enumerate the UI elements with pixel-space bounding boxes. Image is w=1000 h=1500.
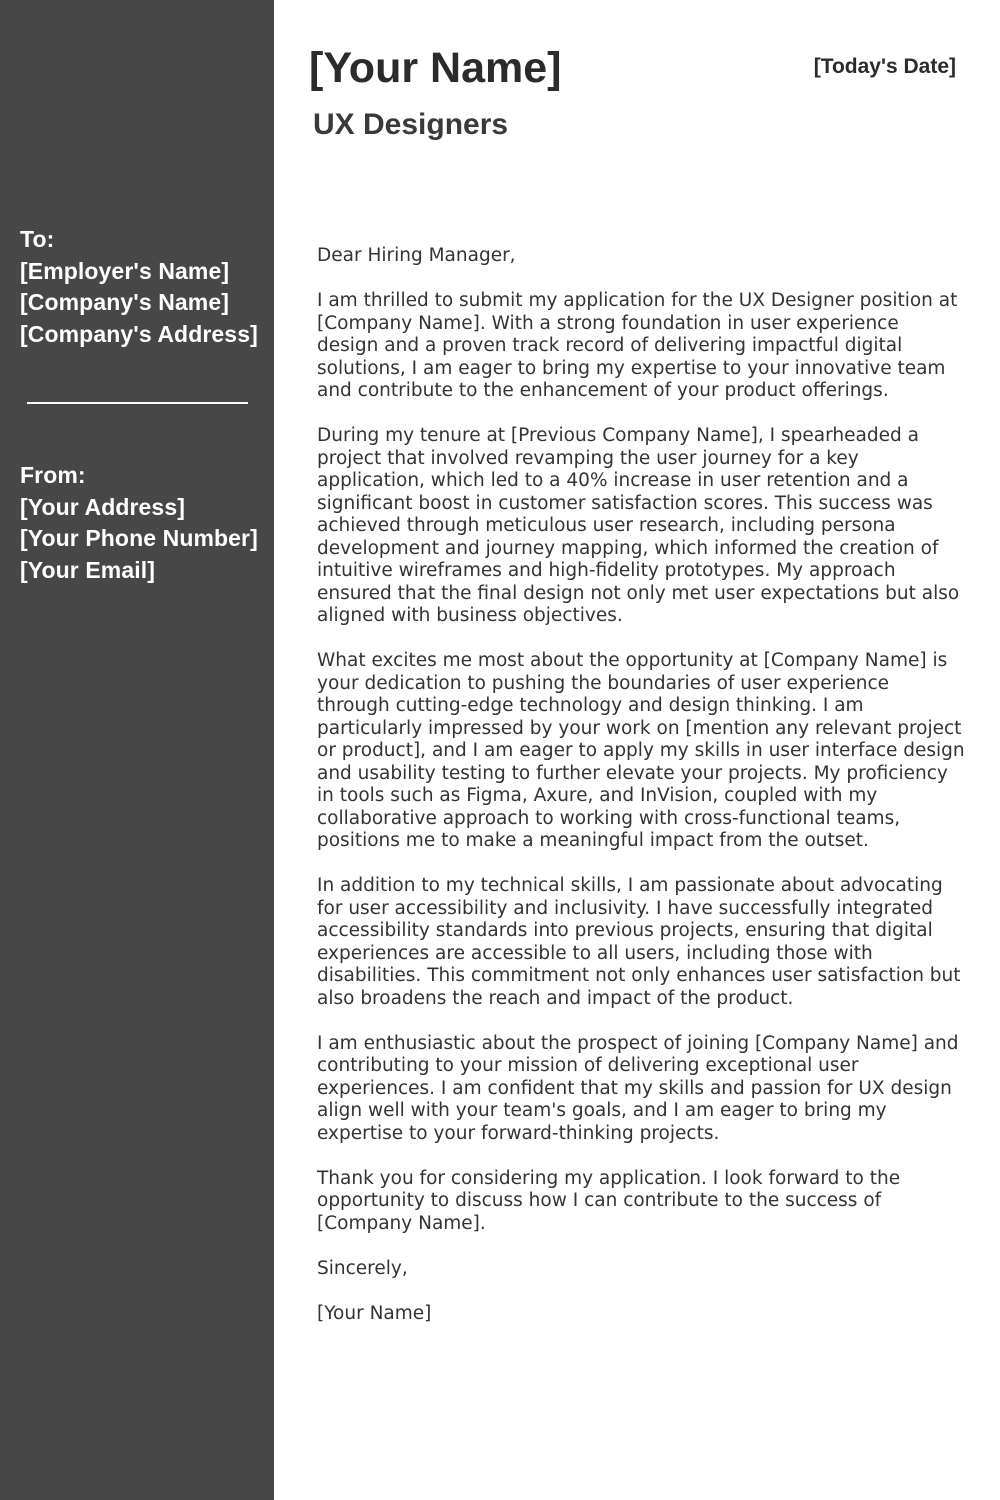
closing: Sincerely, xyxy=(317,1257,408,1279)
sidebar xyxy=(0,0,274,1500)
letter-date: [Today's Date] xyxy=(813,55,956,78)
applicant-name-heading: [Your Name] xyxy=(309,44,562,92)
recipient-block xyxy=(20,224,270,350)
letter-paragraph-2: During my tenure at [Previous Company Name], I spearheaded a project that involved revamping the user journey for a key application, which led to a 40% increase in user retention and a significant boost in customer satisfaction scores. This success was achieved through meticulous user research, including persona development and journey mapping, which informed the creation of intuitive wireframes and high-fidelity prototypes. My approach ensured that the final design not only met user expectations but also aligned with business objectives. xyxy=(317,425,960,626)
sender-block xyxy=(20,460,270,586)
company-address: [Company's Address] xyxy=(20,320,258,347)
letter-paragraph-1: I am thrilled to submit my application for the UX Designer position at [Company Name]. With a strong foundation in user experience design and a proven track record of delivering impactful digital solutions, I am eager to bring my expertise to your innovative team and contribute to the enhancement of your product offerings. xyxy=(317,290,958,401)
letter-paragraph-5: I am enthusiastic about the prospect of joining [Company Name] and contributing to your mission of delivering exceptional user experiences. I am confident that my skills and passion for UX design align well with your team's goals, and I am eager to bring my expertise to your forward-thinking projects. xyxy=(317,1032,959,1144)
to-label: To: xyxy=(20,226,55,252)
sender-email: [Your Email] xyxy=(20,556,155,583)
salutation: Dear Hiring Manager, xyxy=(317,245,516,266)
letter-paragraph-3: What excites me most about the opportunity at [Company Name] is your dedication to pushing the boundaries of user experience through cutting-edge technology and design thinking. I am particularly impressed by your work on [mention any relevant project or product], and I am eager to apply my skills in user interface design and usability testing to further elevate your projects. My proficiency in tools such as Figma, Axure, and InVision, coupled with my collaborative approach to working with cross-functional teams, positions me to make a meaningful impact from the outset. xyxy=(317,650,965,851)
letter-paragraph-6: Thank you for considering my application. I look forward to the opportunity to discuss how I can contribute to the success of [Company Name]. xyxy=(317,1167,901,1234)
letter-paragraph-4: In addition to my technical skills, I am passionate about advocating for user accessibility and inclusivity. I have successfully integrated accessibility standards into previous projects, ensuring that digital experiences are accessible to all users, including those with disabilities. This commitment not only enhances user satisfaction but also broadens the reach and impact of the product. xyxy=(317,875,961,1009)
letter-body xyxy=(317,245,965,1348)
signature: [Your Name] xyxy=(317,1302,432,1324)
from-label: From: xyxy=(20,462,86,488)
employer-name: [Employer's Name] xyxy=(20,257,230,284)
company-name: [Company's Name] xyxy=(20,289,230,315)
sender-address: [Your Address] xyxy=(20,493,185,520)
job-title: UX Designers xyxy=(313,108,509,141)
sender-phone: [Your Phone Number] xyxy=(20,525,258,551)
sidebar-divider xyxy=(27,402,248,404)
